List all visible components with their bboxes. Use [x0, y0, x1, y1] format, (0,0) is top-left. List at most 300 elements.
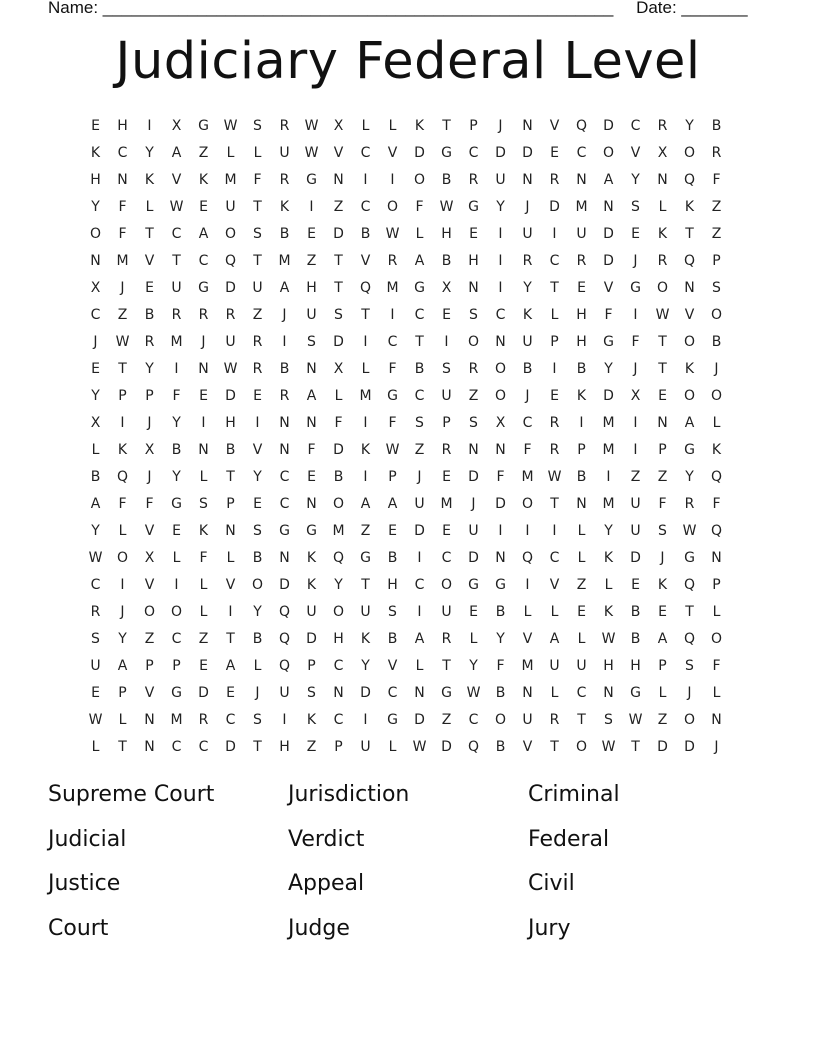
- grid-cell: N: [684, 279, 695, 296]
- grid-cell: L: [658, 684, 667, 701]
- grid-cell: V: [225, 576, 236, 593]
- grid-cell: O: [575, 738, 588, 755]
- grid-cell: L: [226, 549, 235, 566]
- grid-cell: B: [252, 549, 263, 566]
- grid-cell: T: [145, 225, 154, 242]
- grid-cell: F: [496, 468, 505, 485]
- grid-cell: E: [631, 225, 640, 242]
- word-list-item: Jury: [528, 915, 571, 941]
- grid-cell: L: [253, 657, 262, 674]
- grid-cell: N: [414, 684, 425, 701]
- grid-cell: Q: [683, 171, 696, 188]
- grid-cell: Y: [361, 657, 370, 674]
- grid-cell: Z: [711, 198, 722, 215]
- grid-cell: N: [468, 441, 479, 458]
- grid-cell: R: [198, 306, 209, 323]
- grid-cell: T: [361, 576, 370, 593]
- grid-cell: O: [224, 225, 237, 242]
- grid-cell: U: [495, 171, 506, 188]
- grid-cell: T: [361, 306, 370, 323]
- grid-cell: R: [549, 441, 560, 458]
- grid-cell: A: [90, 495, 101, 512]
- grid-cell: H: [441, 225, 452, 242]
- grid-cell: R: [225, 306, 236, 323]
- grid-cell: R: [252, 360, 263, 377]
- grid-cell: B: [576, 468, 587, 485]
- grid-cell: W: [439, 198, 454, 215]
- grid-cell: M: [521, 657, 534, 674]
- grid-cell: D: [225, 279, 236, 296]
- grid-cell: E: [253, 495, 262, 512]
- grid-cell: G: [171, 684, 182, 701]
- grid-cell: Q: [278, 603, 291, 620]
- grid-cell: N: [198, 441, 209, 458]
- grid-cell: Y: [334, 576, 343, 593]
- grid-cell: P: [469, 117, 478, 134]
- grid-cell: T: [685, 603, 694, 620]
- grid-cell: B: [414, 360, 425, 377]
- grid-row: [82, 328, 742, 355]
- grid-cell: T: [253, 252, 262, 269]
- grid-cell: I: [174, 576, 179, 593]
- grid-cell: D: [441, 738, 452, 755]
- grid-cell: B: [576, 360, 587, 377]
- grid-cell: Q: [278, 657, 291, 674]
- grid-cell: H: [387, 576, 398, 593]
- grid-cell: U: [171, 279, 182, 296]
- grid-cell: A: [279, 279, 290, 296]
- grid-cell: K: [90, 144, 101, 161]
- grid-cell: L: [361, 117, 370, 134]
- grid-cell: Z: [198, 630, 209, 647]
- grid-cell: X: [630, 387, 641, 404]
- grid-cell: F: [388, 360, 397, 377]
- grid-cell: G: [171, 495, 182, 512]
- grid-cell: T: [253, 738, 262, 755]
- grid-cell: R: [468, 360, 479, 377]
- grid-cell: N: [144, 738, 155, 755]
- grid-cell: U: [549, 657, 560, 674]
- grid-cell: O: [683, 387, 696, 404]
- grid-cell: G: [441, 684, 452, 701]
- grid-cell: N: [603, 684, 614, 701]
- grid-cell: U: [90, 657, 101, 674]
- grid-cell: B: [495, 684, 506, 701]
- grid-cell: K: [360, 630, 371, 647]
- grid-cell: H: [468, 252, 479, 269]
- grid-cell: D: [603, 225, 614, 242]
- grid-cell: J: [633, 252, 638, 269]
- grid-cell: Q: [278, 630, 291, 647]
- grid-cell: Z: [441, 711, 452, 728]
- grid-cell: T: [631, 738, 640, 755]
- grid-cell: W: [223, 117, 238, 134]
- grid-cell: Y: [469, 657, 478, 674]
- grid-cell: W: [655, 306, 670, 323]
- grid-cell: A: [198, 225, 209, 242]
- grid-cell: B: [279, 225, 290, 242]
- grid-cell: I: [579, 414, 584, 431]
- grid-cell: I: [363, 333, 368, 350]
- grid-cell: U: [522, 711, 533, 728]
- grid-cell: S: [253, 522, 262, 539]
- grid-cell: U: [441, 387, 452, 404]
- grid-cell: L: [388, 117, 397, 134]
- date-field-label: Date: _______: [636, 0, 748, 17]
- grid-cell: N: [495, 333, 506, 350]
- grid-cell: G: [198, 279, 209, 296]
- grid-row: [82, 274, 742, 301]
- grid-cell: G: [630, 279, 641, 296]
- grid-cell: S: [685, 657, 694, 674]
- grid-cell: I: [390, 306, 395, 323]
- grid-cell: X: [144, 441, 155, 458]
- grid-cell: G: [387, 387, 398, 404]
- grid-cell: X: [144, 549, 155, 566]
- grid-cell: V: [252, 441, 263, 458]
- grid-cell: V: [360, 252, 371, 269]
- grid-cell: L: [334, 387, 343, 404]
- grid-row: [82, 679, 742, 706]
- grid-cell: D: [306, 630, 317, 647]
- grid-cell: Y: [91, 387, 100, 404]
- grid-cell: C: [360, 198, 371, 215]
- grid-cell: W: [385, 225, 400, 242]
- grid-cell: O: [602, 144, 615, 161]
- grid-row: [82, 463, 742, 490]
- grid-cell: F: [712, 495, 721, 512]
- grid-cell: N: [711, 549, 722, 566]
- grid-cell: E: [226, 684, 235, 701]
- grid-cell: A: [225, 657, 236, 674]
- grid-cell: O: [494, 711, 507, 728]
- word-list-item: Jurisdiction: [288, 782, 410, 807]
- grid-cell: W: [88, 711, 103, 728]
- grid-cell: L: [199, 576, 208, 593]
- grid-cell: C: [576, 684, 587, 701]
- grid-cell: L: [199, 468, 208, 485]
- grid-row: [82, 517, 742, 544]
- grid-cell: H: [117, 117, 128, 134]
- grid-cell: I: [282, 333, 287, 350]
- grid-cell: E: [199, 198, 208, 215]
- grid-cell: J: [147, 414, 152, 431]
- grid-cell: M: [332, 522, 345, 539]
- grid-cell: W: [412, 738, 427, 755]
- grid-cell: X: [441, 279, 452, 296]
- grid-cell: E: [577, 603, 586, 620]
- grid-cell: N: [279, 549, 290, 566]
- grid-cell: O: [143, 603, 156, 620]
- grid-cell: U: [360, 738, 371, 755]
- grid-cell: O: [332, 603, 345, 620]
- grid-cell: B: [225, 441, 236, 458]
- word-list-item: Federal: [528, 826, 610, 852]
- grid-cell: R: [657, 117, 668, 134]
- grid-cell: T: [442, 657, 451, 674]
- grid-cell: S: [307, 684, 316, 701]
- grid-cell: D: [333, 225, 344, 242]
- grid-cell: X: [90, 414, 101, 431]
- grid-cell: J: [147, 468, 152, 485]
- grid-cell: Q: [116, 468, 129, 485]
- grid-cell: C: [576, 144, 587, 161]
- word-list: [48, 780, 768, 958]
- grid-cell: V: [144, 576, 155, 593]
- grid-cell: K: [279, 198, 290, 215]
- grid-cell: W: [169, 198, 184, 215]
- grid-cell: Z: [414, 441, 425, 458]
- grid-cell: B: [495, 603, 506, 620]
- grid-row: [82, 625, 742, 652]
- grid-cell: Q: [710, 468, 723, 485]
- grid-cell: F: [523, 441, 532, 458]
- grid-cell: M: [116, 252, 129, 269]
- grid-cell: V: [171, 171, 182, 188]
- grid-cell: G: [387, 711, 398, 728]
- grid-cell: D: [225, 738, 236, 755]
- grid-cell: R: [90, 603, 101, 620]
- grid-cell: T: [172, 252, 181, 269]
- grid-cell: S: [442, 360, 451, 377]
- grid-cell: D: [279, 576, 290, 593]
- grid-cell: J: [93, 333, 98, 350]
- word-list-item: Court: [48, 915, 109, 941]
- grid-cell: A: [549, 630, 560, 647]
- grid-cell: B: [441, 252, 452, 269]
- grid-cell: P: [712, 576, 721, 593]
- grid-cell: L: [577, 630, 586, 647]
- grid-cell: N: [333, 684, 344, 701]
- grid-cell: J: [201, 333, 206, 350]
- grid-cell: R: [198, 711, 209, 728]
- grid-cell: C: [279, 468, 290, 485]
- grid-cell: N: [468, 279, 479, 296]
- grid-cell: H: [576, 306, 587, 323]
- grid-cell: U: [225, 198, 236, 215]
- grid-cell: R: [576, 252, 587, 269]
- grid-cell: M: [170, 333, 183, 350]
- grid-cell: Q: [467, 738, 480, 755]
- word-list-item: Appeal: [288, 871, 365, 896]
- grid-cell: V: [387, 657, 398, 674]
- grid-cell: C: [279, 495, 290, 512]
- name-field-label: Name: ______________________________________________________: [48, 0, 614, 17]
- grid-cell: C: [90, 306, 101, 323]
- grid-cell: K: [360, 441, 371, 458]
- grid-cell: B: [333, 468, 344, 485]
- grid-cell: X: [90, 279, 101, 296]
- grid-cell: Z: [576, 576, 587, 593]
- grid-cell: M: [602, 441, 615, 458]
- grid-cell: X: [333, 117, 344, 134]
- grid-cell: I: [120, 414, 125, 431]
- grid-cell: W: [547, 468, 562, 485]
- grid-cell: O: [251, 576, 264, 593]
- grid-cell: L: [226, 144, 235, 161]
- grid-cell: H: [333, 630, 344, 647]
- grid-cell: V: [549, 576, 560, 593]
- grid-cell: O: [710, 630, 723, 647]
- grid-row: [82, 490, 742, 517]
- grid-row: [82, 355, 742, 382]
- grid-row: [82, 301, 742, 328]
- grid-cell: D: [495, 495, 506, 512]
- grid-cell: S: [91, 630, 100, 647]
- grid-cell: C: [468, 144, 479, 161]
- grid-cell: E: [442, 522, 451, 539]
- grid-cell: P: [307, 657, 316, 674]
- grid-cell: O: [656, 279, 669, 296]
- grid-cell: J: [687, 684, 692, 701]
- grid-cell: L: [172, 549, 181, 566]
- grid-cell: M: [278, 252, 291, 269]
- grid-cell: D: [468, 468, 479, 485]
- grid-cell: D: [333, 333, 344, 350]
- grid-cell: Z: [630, 468, 641, 485]
- grid-cell: M: [440, 495, 453, 512]
- grid-cell: D: [333, 441, 344, 458]
- grid-cell: F: [307, 441, 316, 458]
- grid-cell: L: [415, 657, 424, 674]
- grid-cell: G: [306, 171, 317, 188]
- grid-cell: Q: [224, 252, 237, 269]
- grid-cell: S: [658, 522, 667, 539]
- grid-cell: D: [657, 738, 668, 755]
- grid-cell: M: [359, 387, 372, 404]
- grid-cell: O: [710, 306, 723, 323]
- grid-cell: R: [279, 387, 290, 404]
- grid-cell: N: [333, 171, 344, 188]
- grid-cell: N: [522, 684, 533, 701]
- grid-cell: I: [552, 360, 557, 377]
- grid-row: [82, 544, 742, 571]
- grid-cell: E: [577, 279, 586, 296]
- word-list-item: Supreme Court: [48, 782, 215, 807]
- grid-cell: N: [90, 252, 101, 269]
- grid-cell: R: [144, 333, 155, 350]
- grid-cell: W: [88, 549, 103, 566]
- grid-cell: P: [442, 414, 451, 431]
- grid-cell: Z: [252, 306, 263, 323]
- grid-cell: O: [170, 603, 183, 620]
- grid-cell: F: [118, 225, 127, 242]
- grid-cell: I: [498, 279, 503, 296]
- grid-cell: X: [171, 117, 182, 134]
- grid-cell: I: [147, 117, 152, 134]
- grid-cell: P: [118, 387, 127, 404]
- grid-cell: O: [467, 333, 480, 350]
- grid-cell: I: [525, 576, 530, 593]
- grid-cell: M: [602, 414, 615, 431]
- grid-cell: C: [522, 414, 533, 431]
- grid-cell: I: [363, 171, 368, 188]
- grid-cell: J: [282, 306, 287, 323]
- grid-cell: K: [684, 198, 695, 215]
- grid-cell: B: [279, 360, 290, 377]
- grid-cell: K: [306, 549, 317, 566]
- grid-cell: L: [91, 441, 100, 458]
- grid-row: [82, 193, 742, 220]
- grid-cell: U: [522, 225, 533, 242]
- grid-cell: P: [334, 738, 343, 755]
- grid-cell: K: [522, 306, 533, 323]
- grid-cell: W: [682, 522, 697, 539]
- grid-row: [82, 598, 742, 625]
- grid-cell: O: [332, 495, 345, 512]
- grid-cell: L: [658, 198, 667, 215]
- grid-cell: T: [550, 495, 559, 512]
- grid-cell: S: [253, 117, 262, 134]
- grid-cell: D: [549, 198, 560, 215]
- grid-cell: H: [630, 657, 641, 674]
- grid-cell: N: [522, 117, 533, 134]
- grid-cell: U: [630, 495, 641, 512]
- grid-cell: Y: [91, 198, 100, 215]
- grid-cell: Q: [683, 630, 696, 647]
- grid-cell: F: [388, 414, 397, 431]
- grid-cell: P: [118, 684, 127, 701]
- grid-cell: D: [468, 549, 479, 566]
- grid-cell: U: [360, 603, 371, 620]
- grid-cell: Y: [496, 198, 505, 215]
- grid-cell: A: [603, 171, 614, 188]
- grid-cell: C: [414, 576, 425, 593]
- grid-cell: Y: [685, 468, 694, 485]
- grid-cell: Z: [117, 306, 128, 323]
- grid-cell: N: [495, 549, 506, 566]
- grid-cell: O: [683, 144, 696, 161]
- grid-cell: S: [199, 495, 208, 512]
- grid-cell: Y: [685, 117, 694, 134]
- grid-cell: V: [522, 630, 533, 647]
- grid-cell: L: [145, 198, 154, 215]
- grid-cell: C: [225, 711, 236, 728]
- grid-cell: I: [363, 414, 368, 431]
- grid-cell: I: [633, 414, 638, 431]
- grid-cell: G: [603, 333, 614, 350]
- grid-cell: U: [441, 603, 452, 620]
- grid-cell: G: [306, 522, 317, 539]
- grid-cell: B: [171, 441, 182, 458]
- grid-cell: H: [306, 279, 317, 296]
- grid-cell: X: [495, 414, 506, 431]
- grid-cell: F: [118, 495, 127, 512]
- grid-cell: D: [198, 684, 209, 701]
- grid-cell: B: [387, 549, 398, 566]
- grid-cell: Z: [657, 711, 668, 728]
- grid-cell: R: [468, 171, 479, 188]
- grid-cell: D: [225, 387, 236, 404]
- grid-cell: Y: [523, 279, 532, 296]
- grid-cell: E: [658, 603, 667, 620]
- grid-cell: E: [91, 117, 100, 134]
- grid-cell: H: [279, 738, 290, 755]
- grid-cell: R: [549, 414, 560, 431]
- grid-cell: F: [496, 657, 505, 674]
- grid-cell: V: [522, 738, 533, 755]
- grid-cell: R: [279, 171, 290, 188]
- grid-cell: I: [417, 549, 422, 566]
- grid-cell: T: [334, 252, 343, 269]
- grid-cell: K: [576, 387, 587, 404]
- grid-row: [82, 166, 742, 193]
- grid-cell: Z: [333, 198, 344, 215]
- grid-cell: Z: [711, 225, 722, 242]
- grid-cell: Y: [118, 630, 127, 647]
- grid-cell: N: [279, 414, 290, 431]
- grid-cell: W: [601, 738, 616, 755]
